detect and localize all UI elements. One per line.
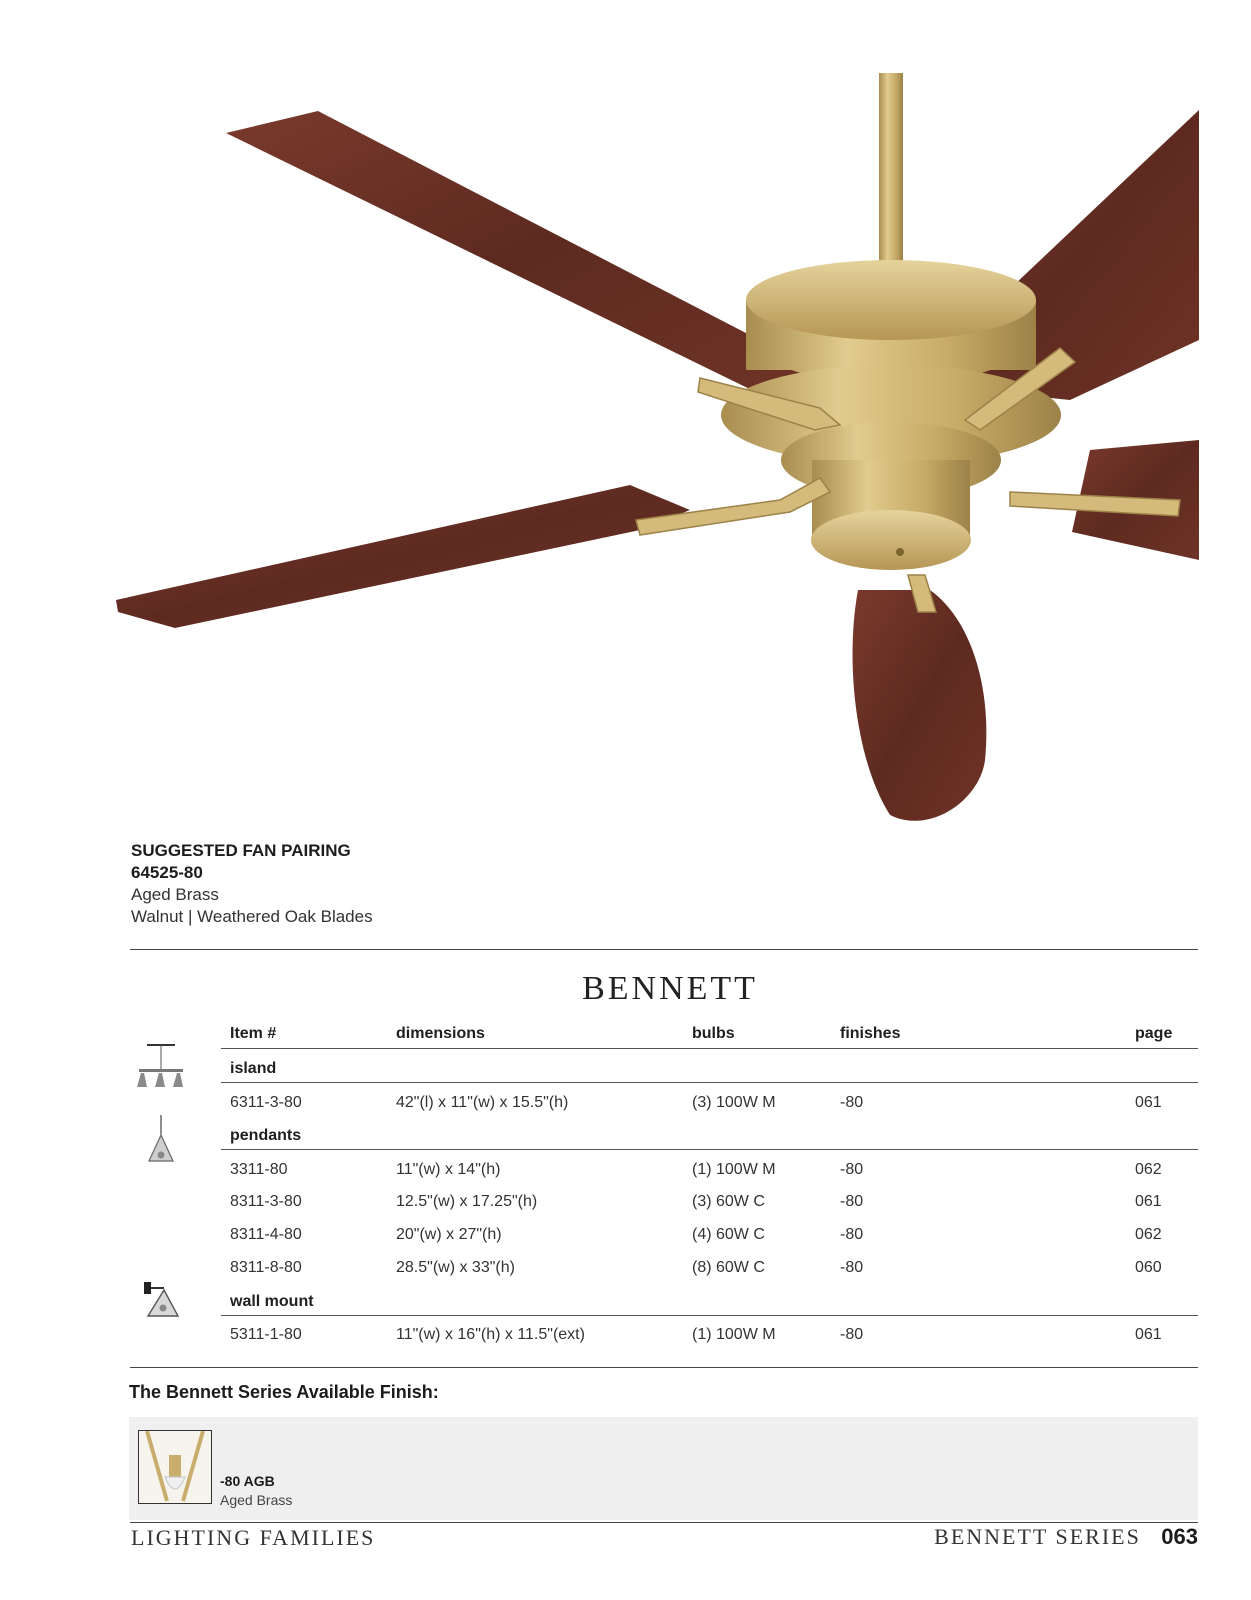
table-rule xyxy=(221,1048,1198,1049)
header-dimensions: dimensions xyxy=(396,1025,485,1042)
header-item: Item # xyxy=(230,1025,277,1042)
item-bulbs: (1) 100W M xyxy=(692,1161,776,1178)
table-rule xyxy=(221,1082,1198,1083)
item-page: 062 xyxy=(1135,1226,1162,1243)
item-page: 061 xyxy=(1135,1094,1162,1111)
item-number: 8311-3-80 xyxy=(230,1193,302,1210)
fan-blade xyxy=(853,590,987,821)
finish-name: Aged Brass xyxy=(220,1492,293,1508)
group-label-wall-mount: wall mount xyxy=(230,1293,314,1310)
item-bulbs: (3) 100W M xyxy=(692,1094,776,1111)
item-bulbs: (1) 100W M xyxy=(692,1326,776,1343)
item-bulbs: (8) 60W C xyxy=(692,1259,765,1276)
item-number: 8311-4-80 xyxy=(230,1226,302,1243)
item-number: 6311-3-80 xyxy=(230,1094,302,1111)
fan-blade xyxy=(116,485,690,628)
item-bulbs: (4) 60W C xyxy=(692,1226,765,1243)
item-page: 061 xyxy=(1135,1193,1162,1210)
header-finishes: finishes xyxy=(840,1025,901,1042)
pendant-light-icon xyxy=(145,1113,177,1169)
item-dimensions: 42"(l) x 11"(w) x 15.5"(h) xyxy=(396,1094,569,1111)
item-finishes: -80 xyxy=(840,1326,864,1343)
island-light-icon xyxy=(135,1043,187,1099)
item-number: 8311-8-80 xyxy=(230,1259,302,1276)
pairing-heading: SUGGESTED FAN PAIRING xyxy=(131,841,351,860)
fan-pairing-block xyxy=(131,840,631,928)
item-number: 5311-1-80 xyxy=(230,1326,302,1343)
finish-swatch xyxy=(138,1430,212,1504)
finish-panel xyxy=(129,1417,1198,1520)
item-bulbs: (3) 60W C xyxy=(692,1193,765,1210)
pairing-blades: Walnut | Weathered Oak Blades xyxy=(131,907,373,926)
divider xyxy=(130,1522,1198,1523)
divider xyxy=(130,949,1198,950)
table-rule xyxy=(221,1149,1198,1150)
divider xyxy=(130,1367,1198,1368)
finish-code: -80 AGB xyxy=(220,1473,275,1489)
pairing-finish: Aged Brass xyxy=(131,885,219,904)
header-bulbs: bulbs xyxy=(692,1025,735,1042)
item-page: 061 xyxy=(1135,1326,1162,1343)
item-dimensions: 20"(w) x 27"(h) xyxy=(396,1226,502,1243)
wall-sconce-icon xyxy=(140,1278,184,1324)
footer-section-label: LIGHTING FAMILIES xyxy=(131,1525,376,1550)
item-finishes: -80 xyxy=(840,1161,864,1178)
item-finishes: -80 xyxy=(840,1259,864,1276)
item-number: 3311-80 xyxy=(230,1161,288,1178)
pairing-model: 64525-80 xyxy=(131,863,203,882)
fan-blade xyxy=(226,111,808,398)
series-title: BENNETT xyxy=(582,970,758,1007)
page-number: 063 xyxy=(1161,1524,1198,1549)
item-dimensions: 12.5"(w) x 17.25"(h) xyxy=(396,1193,538,1210)
item-finishes: -80 xyxy=(840,1094,864,1111)
footer-series-label: BENNETT SERIES xyxy=(934,1524,1141,1549)
item-dimensions: 11"(w) x 16"(h) x 11.5"(ext) xyxy=(396,1326,585,1343)
item-dimensions: 28.5"(w) x 33"(h) xyxy=(396,1259,515,1276)
item-finishes: -80 xyxy=(840,1226,864,1243)
group-label-island: island xyxy=(230,1060,277,1077)
item-page: 062 xyxy=(1135,1161,1162,1178)
footer-right-block xyxy=(934,1524,1198,1550)
item-finishes: -80 xyxy=(840,1193,864,1210)
item-dimensions: 11"(w) x 14"(h) xyxy=(396,1161,501,1178)
table-rule xyxy=(221,1315,1198,1316)
group-label-pendants: pendants xyxy=(230,1127,302,1144)
header-page: page xyxy=(1135,1025,1173,1042)
finish-section-title: The Bennett Series Available Finish: xyxy=(129,1382,439,1402)
item-page: 060 xyxy=(1135,1259,1162,1276)
